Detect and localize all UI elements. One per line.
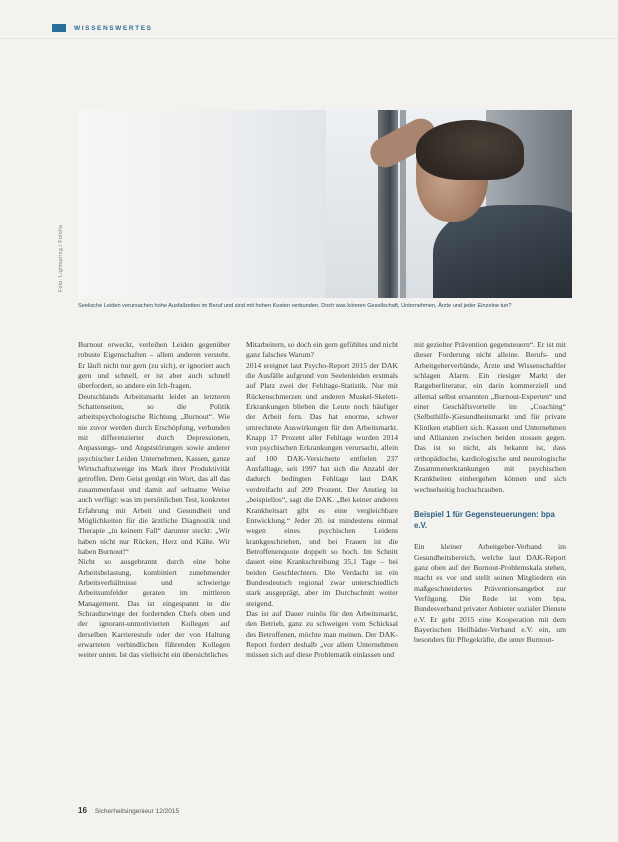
photo-man-hair bbox=[416, 120, 524, 180]
paragraph: Deutschlands Arbeitsmarkt leidet an letzteren Schattenseiten, so die Politik arbeitspsychologische Richtung „Burnout“. Wie nie zuvor werden durch Erschöpfung, verbunden mit differenzierter durch Depressionen, Anpassungs- und Angststörungen sowie anderer psychischer Leiden Unternehmen, Kassen, ganze Wirtschaftszweige ins Mark ihrer Produktivität getroffen. Dem Geist genügt ein Wort, das all das zusammenfasst und damit auf seltsame Weise auch verfügt: was im persönlichen Test, konkreter Erfahrung mit Arbeit und Gesundheit und Möglichkeiten für die ärztliche Diagnostik und Therapie „in keinem Fall“ darunter steckt: „Wir haben nicht nur Rücken, Herz und Kälte. Wir haben Burnout!“ bbox=[78, 391, 230, 556]
photo-caption: Seelische Leiden verursachen hohe Ausfallzeiten im Beruf und sind mit hohen Kosten verbunden. Doch was können Gesellschaft, Unternehmen, Ärzte und jeder Einzelne tun? bbox=[78, 303, 512, 309]
article-column-1 bbox=[78, 340, 230, 661]
paragraph: Mitarbeitern, so doch ein gern gefühltes und nicht ganz falsches Warum? bbox=[246, 340, 398, 360]
article-column-2 bbox=[246, 340, 398, 661]
section-marker bbox=[52, 24, 66, 32]
publication-name: Sicherheitsingenieur 12/2015 bbox=[94, 808, 180, 815]
paragraph: 2014 ereignet laut Psycho-Report 2015 der DAK die Ausfälle aufgrund von Seelenleiden erstmals auf Platz zwei der Fehltage-Statistik. Nur mit Rückenschmerzen und anderen Muskel-Skelett-Erkrankungen blieben die Leute noch häufiger der Arbeit fern. Das hat enorme, schwer umrechnete Auswirkungen für den Arbeitsmarkt. Knapp 17 Prozent aller Fehltage wurden 2014 von psychischen Erkrankungen verursacht, allein auf 100 DAK-Versicherte entfielen 237 Ausfalltage, seit 1997 hat sich die Anzahl der dadurch bedingten Fehltage laut DAK verdreifacht auf 209 Prozent. Der Anstieg ist „beispiellos“, sagt die DAK. „Bei keiner anderen Krankheitsart gibt es eine vergleichbare Entwicklung.“ Jeder 20. ist mindestens einmal wegen eines psychischen Leidens krankgeschrieben, und bei Frauen ist die Betroffenenquote doppelt so hoch. Im Schnitt dauert eine Krankschreibung 35,1 Tage – bei beiden Geschlechtern. Die Verdacht ist ein Bundesdeutsch regional zwar unterschiedlich stark ausgeprägt, aber im Durchschnitt weiter steigend. bbox=[246, 360, 398, 608]
example-heading: Beispiel 1 für Gegensteuerungen: bpa e.V. bbox=[414, 510, 555, 531]
header-divider bbox=[0, 38, 619, 39]
article-photo bbox=[78, 110, 572, 298]
paragraph: Nicht so ausgebrannt durch eine hohe Arbeitsbelastung, kombiniert zunehmender Arbeitsverhältnisse und schwierige Arbeitsumfelder geraten im mittleren Management. Das ist eingespannt in die Schraubzwinge der fordernden Chefs oben und der ignorant-unmotivierten Kollegen auf derselben Karrierestufe oder der von Haltung erwarteten verbindlichen führenden Kollegen weiter unten. Ist das vielleicht ein übersichtliches bbox=[78, 557, 230, 660]
page-footer bbox=[78, 806, 179, 815]
photo-credit: Foto: Lightspring / Fotolia bbox=[58, 224, 64, 292]
section-title: WISSENSWERTES bbox=[74, 24, 153, 32]
example-paragraph: Ein kleiner Arbeitgeber-Verband im Gesundheitsbereich, welche laut DAK-Report ganz oben auf der Burnout-Problemskala stehen, macht es vor und stellt seinen Mitgliedern ein maßgeschneidertes Präventionsangebot zur Verfügung. Die Rede ist vom bpa, Bundesverband privater Anbieter sozialer Dienste e.V. Er geht 2015 eine Kooperation mit dem Bayerischen Heilbäder-Verband e.V. ein, um besonders für Pflegekräfte, die unter Burnout- bbox=[414, 542, 566, 645]
paragraph: mit gezielter Prävention gegensteuern“. Er ist mit dieser Forderung nicht alleine. Berufs- und Arbeitgeberverbände, Ärzte und Wissenschaftler schlagen Alarm. Ein riesiger Markt der Ratgeberliteratur, ein darin kommerziell und allemal selbst ernannten „Burnout-Experten“ und einer Geschäftsvorteile im „Coaching“ (Selbsthilfe-)Gesundheitsmarkt und für private Kliniken etabliert sich. Kassen und Unternehmen und Allianzen zwischen beiden stossen gegen. Das ist so nicht, als bekannt ist, dass orthopädische, kardiologische und neurologische Zusammenerkrankungen mit psychischen Krankheiten einhergehen können und sich wechselseitig hochschrauben. bbox=[414, 340, 566, 494]
paragraph: Das ist auf Dauer ruinös für den Arbeitsmarkt, den Betrieb, ganz zu schweigen vom Schicksal des Betroffenen, möchte man meinen. Der DAK-Report fordert deshalb „vor allem Unternehmen müssen sich auf diese Problematik einlassen und bbox=[246, 608, 398, 660]
page-number: 16 bbox=[78, 806, 87, 815]
paragraph: Burnout erweckt, verleihen Leiden gegenüber robuste Eigenschaften – allem anderen versteht. Er läuft nicht nur gern (zu sich), er ignoriert auch gern und schnell, er ist aber auch schnell überfordert, so andere ein Ich-fragen. bbox=[78, 340, 230, 391]
running-header bbox=[52, 21, 153, 35]
article-column-3 bbox=[414, 340, 566, 646]
